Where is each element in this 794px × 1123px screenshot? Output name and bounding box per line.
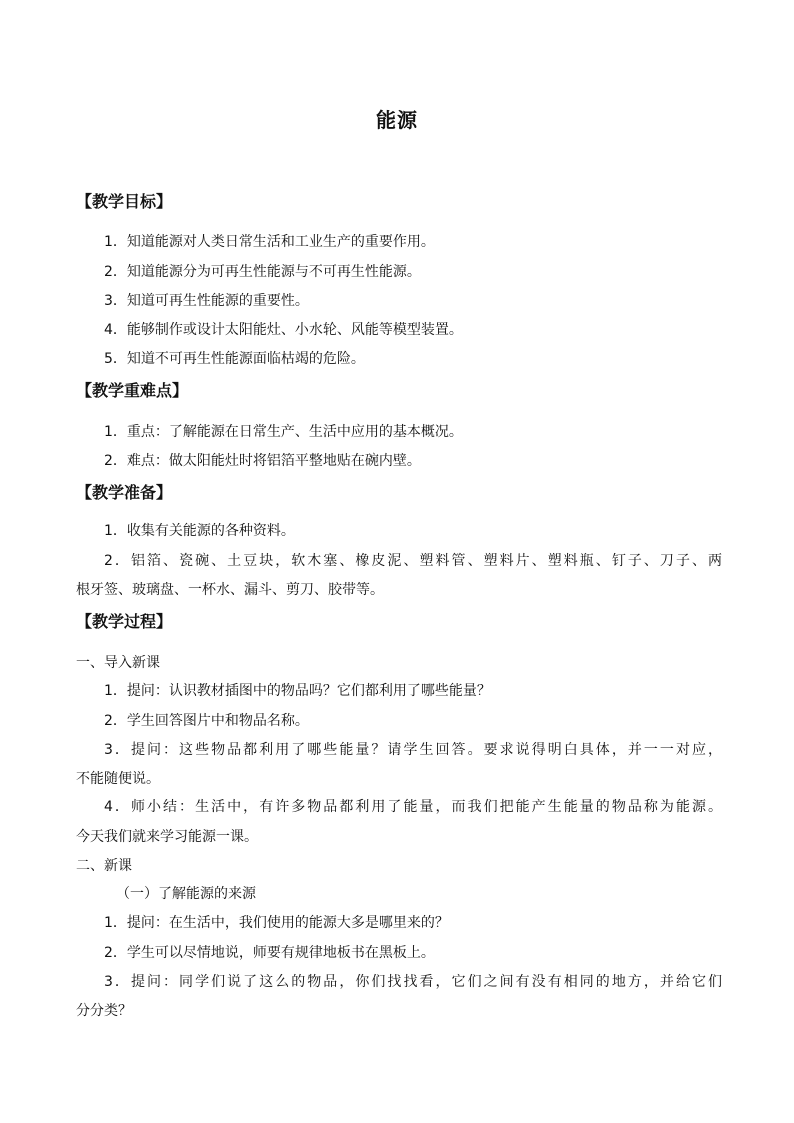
- preparation-item-2-line-1: 2．铝箔、瓷碗、土豆块，软木塞、橡皮泥、塑料管、塑料片、塑料瓶、钉子、刀子、两: [104, 553, 722, 569]
- objective-item-2: 2．知道能源分为可再生性能源与不可再生性能源。: [104, 264, 421, 280]
- process-paragraph-3-line-2: 不能随便说。: [76, 771, 160, 787]
- process-part-2-title: 二、新课: [76, 858, 132, 874]
- preparation-item-1: 1．收集有关能源的各种资料。: [104, 523, 295, 539]
- objective-item-4: 4．能够制作或设计太阳能灶、小水轮、风能等模型装置。: [104, 322, 463, 338]
- process-paragraph-2: 2．学生回答图片中和物品名称。: [104, 713, 309, 729]
- process-paragraph-4-line-1: 4．师小结：生活中，有许多物品都利用了能量，而我们把能产生能量的物品称为能源。: [104, 799, 722, 815]
- key-point-item-1: 1．重点：了解能源在日常生产、生活中应用的基本概况。: [104, 424, 463, 440]
- section-heading-key-points: 【教学重难点】: [76, 381, 189, 400]
- process-question-3-line-2: 分分类？: [76, 1003, 132, 1019]
- preparation-item-2-line-2: 根牙签、玻璃盘、一杯水、漏斗、剪刀、胶带等。: [76, 582, 384, 598]
- process-question-1: 1．提问：在生活中，我们使用的能源大多是哪里来的？: [104, 915, 449, 931]
- section-heading-preparation: 【教学准备】: [76, 483, 173, 502]
- process-question-3-line-1: 3．提问：同学们说了这么的物品，你们找找看，它们之间有没有相同的地方，并给它们: [104, 974, 722, 990]
- objective-item-3: 3．知道可再生性能源的重要性。: [104, 293, 309, 309]
- process-paragraph-4-line-2: 今天我们就来学习能源一课。: [76, 829, 258, 845]
- process-paragraph-1: 1．提问：认识教材插图中的物品吗？它们都利用了哪些能量？: [104, 683, 491, 699]
- process-subsection-1-title: （一）了解能源的来源: [116, 886, 256, 902]
- process-paragraph-3-line-1: 3．提问：这些物品都利用了哪些能量？请学生回答。要求说得明白具体，并一一对应，: [104, 742, 722, 758]
- section-heading-objectives: 【教学目标】: [76, 192, 173, 211]
- key-point-item-2: 2．难点：做太阳能灶时将铝箔平整地贴在碗内壁。: [104, 453, 421, 469]
- page-title: 能源: [376, 108, 418, 132]
- objective-item-1: 1．知道能源对人类日常生活和工业生产的重要作用。: [104, 234, 435, 250]
- section-heading-process: 【教学过程】: [76, 612, 173, 631]
- process-part-1-title: 一、导入新课: [76, 655, 160, 671]
- objective-item-5: 5．知道不可再生性能源面临枯竭的危险。: [104, 351, 365, 367]
- process-question-2: 2．学生可以尽情地说，师要有规律地板书在黑板上。: [104, 945, 435, 961]
